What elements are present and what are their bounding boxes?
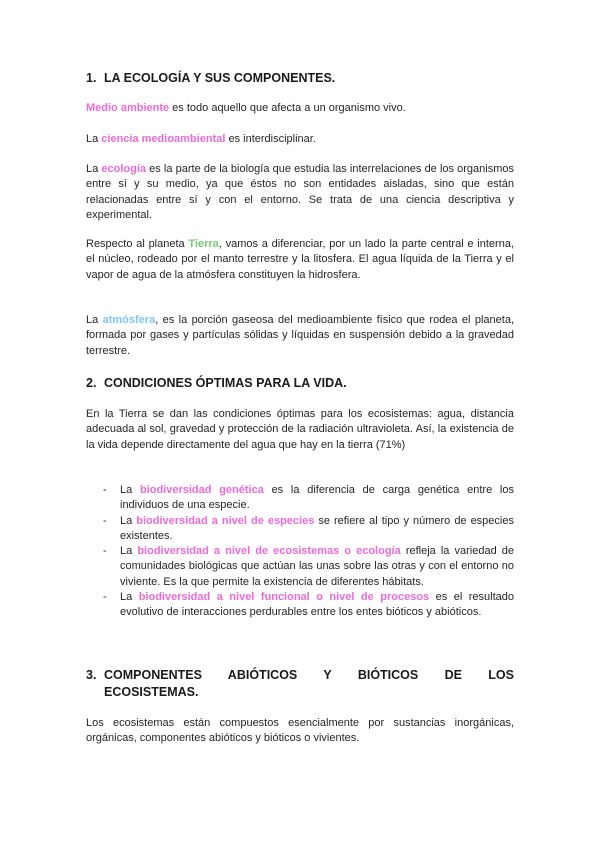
paragraph-medio-ambiente [86,101,514,116]
highlight-medio-ambiente: Medio ambiente [86,102,170,114]
list-item-prefix: La [120,514,137,527]
section-1-heading [86,70,514,87]
bullet-dash: - [103,591,107,604]
list-item-prefix: La [120,484,140,496]
list-item [86,590,514,621]
list-item-prefix: La [120,545,138,558]
paragraph-condiciones: En la Tierra se dan las condiciones óptimas para los ecosistemas: agua, distancia adecuada al sol, gravedad y protección de la radiación ultravioleta. Así, la existencia de la vida depende directamente del agua que hay en la tierra (71%) [86,408,514,451]
list-item-text: es la diferencia de carga genética entre los individuos de una especie. [120,484,514,512]
paragraph-text: , vamos a diferenciar, por un lado la parte central e interna, el núcleo, rodeado por el manto terrestre y la litosfera. El agua líquida de la Tierra y el vapor de agua de la atmósfera constituyen la hidrosfera. [86,238,514,281]
list-item [86,483,514,514]
list-item-text: es el resultado evolutivo de interacciones perdurables entre los entes bióticos y abióticos. [120,591,515,619]
section-1-number: 1. [86,71,97,85]
paragraph-prefix: La [86,133,102,145]
section-3-heading [86,667,514,684]
section-2-title: CONDICIONES ÓPTIMAS PARA LA VIDA. [104,376,347,390]
paragraph-prefix: Respecto al planeta [86,238,189,250]
section-1-title: LA ECOLOGÍA Y SUS COMPONENTES. [104,71,336,85]
paragraph-text: es interdisciplinar. [225,133,316,145]
paragraph-ciencia-medioambiental [86,132,514,147]
highlight-biodiversidad-funcional: biodiversidad a nivel funcional o nivel de procesos [138,591,430,604]
paragraph-text: es la parte de la biología que estudia las interrelaciones de los organismos entre sí y su medio, ya que éstos no son entidades aisladas, sino que están relacionadas entre sí y con el entorno. Se trata de una ciencia descriptiva y experimental. [86,163,515,221]
paragraph-text: es todo aquello que afecta a un organismo vivo. [169,102,406,114]
paragraph-text: , es la porción gaseosa del medioambiente físico que rodea el planeta, formada por gases y partículas sólidas y líquidas en suspensión debido a la gravedad terrestre. [86,314,515,357]
paragraph-prefix: La [86,314,103,326]
highlight-atmosfera: atmósfera [102,314,156,326]
list-item-prefix: La [120,591,139,604]
section-3-number: 3. [86,668,97,682]
biodiversity-list [86,483,514,621]
section-2-number: 2. [86,376,97,390]
highlight-biodiversidad-especies: biodiversidad a nivel de especies [136,514,315,527]
list-item-text: refleja la variedad de comunidades biológicas que actúan las unas sobre las otras y con el entorno no viviente. Es la que permite la existencia de diferentes hábitats. [120,545,515,588]
paragraph-tierra [86,237,514,283]
bullet-dash: - [103,514,107,527]
paragraph-ecologia [86,162,514,223]
list-item [86,544,514,590]
highlight-ecologia: ecología [101,163,147,175]
highlight-biodiversidad-genetica: biodiversidad genética [139,484,264,496]
section-3-heading-continued [86,684,514,701]
highlight-biodiversidad-ecosistemas: biodiversidad a nivel de ecosistemas o ecología [137,545,401,558]
section-3-title-line-1: COMPONENTES ABIÓTICOS Y BIÓTICOS DE LOS [104,668,514,682]
paragraph-ecosistemas: Los ecosistemas están compuestos esencialmente por sustancias inorgánicas, orgánicas, componentes abióticos y bióticos o vivientes. [86,717,514,745]
section-2-heading [86,375,514,392]
section-3-title-line-2: ECOSISTEMAS. [104,685,199,699]
paragraph-prefix: La [86,163,102,175]
paragraph-atmosfera [86,313,514,359]
bullet-dash: - [103,545,107,558]
bullet-dash: - [103,484,107,496]
highlight-ciencia-medioambiental: ciencia medioambiental [101,133,226,145]
list-item-text: se refiere al tipo y número de especies existentes. [120,514,514,542]
list-item [86,514,514,545]
highlight-tierra: Tierra [188,238,219,250]
